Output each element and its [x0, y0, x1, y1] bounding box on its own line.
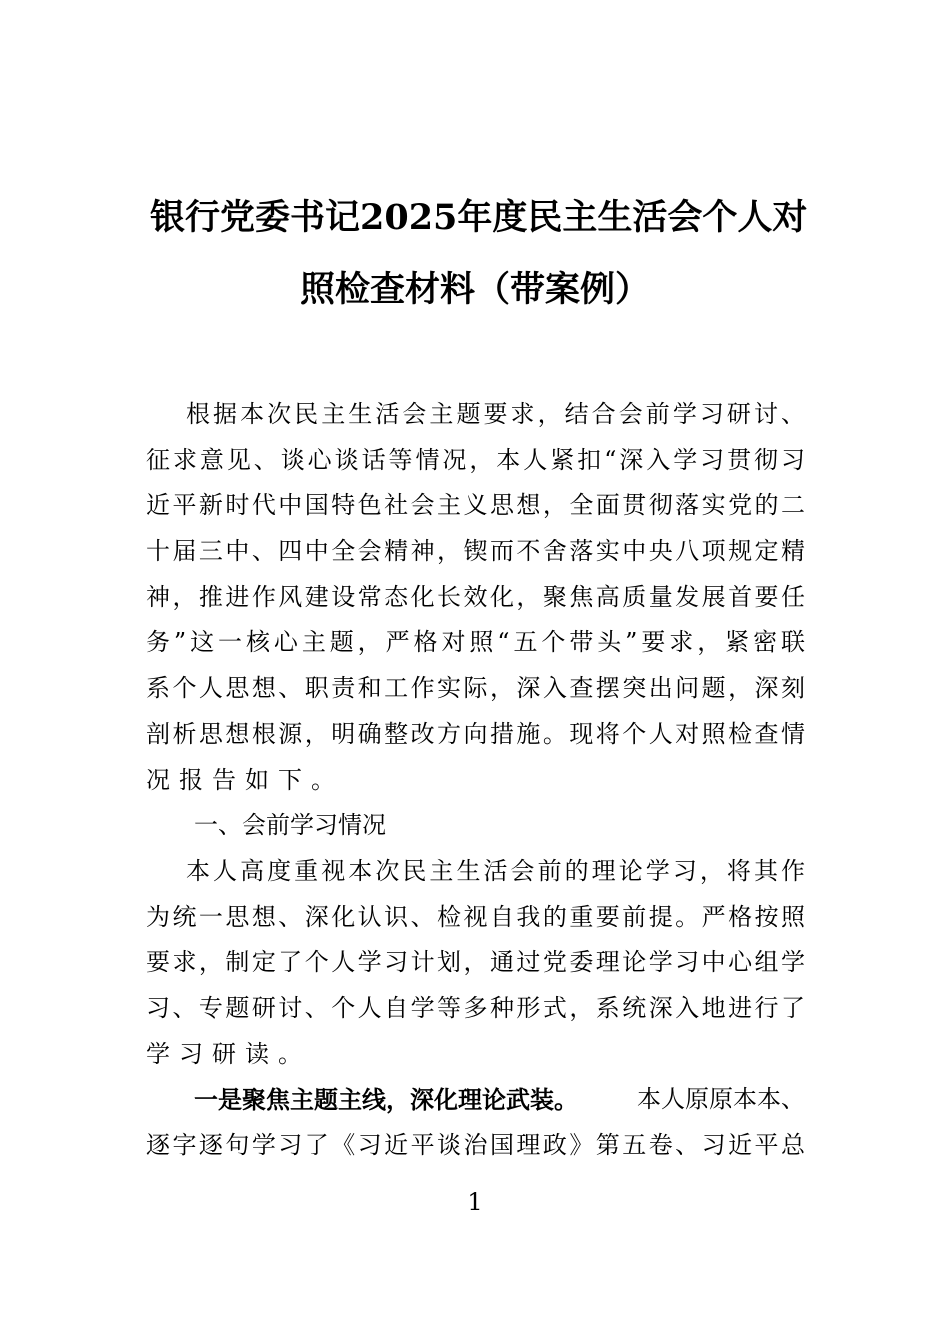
paragraph-line: 要求，制定了个人学习计划，通过党委理论学习中心组学	[146, 948, 805, 977]
paragraph-line: 征求意见、谈心谈话等情况，本人紧扣“深入学习贯彻习	[146, 445, 805, 474]
bold-lead-sentence: 一是聚焦主题主线，深化理论武装。	[194, 1085, 578, 1115]
paragraph-line: 习、专题研讨、个人自学等多种形式，系统深入地进行了	[146, 993, 805, 1022]
section-heading: 一、会前学习情况	[194, 811, 386, 840]
paragraph-line: 学习研读。	[146, 1039, 311, 1068]
document-body	[146, 392, 805, 1169]
paragraph-line: 本人高度重视本次民主生活会前的理论学习，将其作	[186, 856, 805, 885]
paragraph-line: 况报告如下。	[146, 765, 344, 794]
paragraph-text: 本人原原本本、	[637, 1085, 805, 1114]
document-title-line-1: 银行党委书记2025年度民主生活会个人对	[150, 197, 808, 238]
page-number: 1	[467, 1188, 483, 1216]
paragraph-line: 根据本次民主生活会主题要求，结合会前学习研讨、	[186, 400, 805, 428]
paragraph-line: 系个人思想、职责和工作实际，深入查摆突出问题，深刻	[146, 674, 805, 703]
paragraph-line: 剖析思想根源，明确整改方向措施。现将个人对照检查情	[146, 719, 805, 748]
paragraph-line: 神，推进作风建设常态化长效化，聚焦高质量发展首要任	[146, 582, 805, 611]
paragraph-line: 十届三中、四中全会精神，锲而不舍落实中央八项规定精	[146, 537, 805, 566]
paragraph-line: 近平新时代中国特色社会主义思想，全面贯彻落实党的二	[146, 491, 805, 520]
paragraph-line: 为统一思想、深化认识、检视自我的重要前提。严格按照	[146, 902, 805, 931]
paragraph-line: 务”这一核心主题，严格对照“五个带头”要求，紧密联	[146, 628, 805, 657]
paragraph-line: 逐字逐句学习了《习近平谈治国理政》第五卷、习近平总	[146, 1131, 805, 1159]
paragraph-line	[146, 1077, 805, 1123]
document-title-line-2: 照检查材料（带案例）	[299, 269, 650, 310]
